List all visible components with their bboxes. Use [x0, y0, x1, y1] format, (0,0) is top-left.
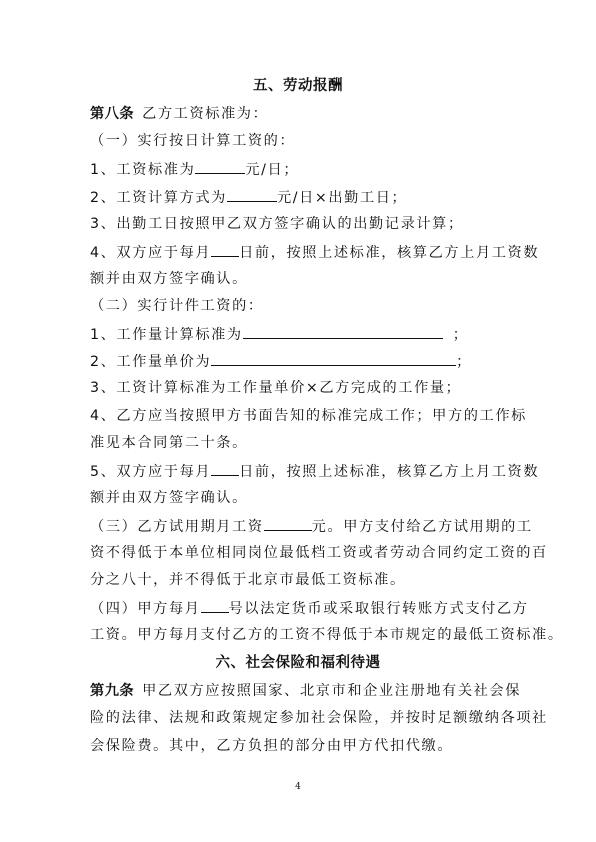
piecework-item-1-text: 1、工作量计算标准为 — [90, 327, 243, 343]
probation-wage-line-2: 资不得低于本单位相同岗位最低档工资或者劳动合同约定工资的百 — [90, 545, 548, 561]
piecework-item-4: 4、乙方应当按照甲方书面告知的标准完成工作；甲方的工作标 — [90, 408, 527, 424]
blank-line — [211, 461, 239, 476]
daily-wage-heading: （一）实行按日计算工资的： — [90, 133, 296, 149]
piecework-item-2 — [90, 351, 596, 372]
blank-line — [264, 516, 312, 531]
daily-wage-item-4-continuation: 额并由双方签字确认。 — [90, 271, 248, 287]
piecework-item-5-text-cont: 日前，按照上述标准，核算乙方上月工资数 — [239, 464, 540, 480]
blank-line — [195, 159, 245, 174]
probation-wage-text-cont: 元。甲方支付给乙方试用期的工 — [311, 519, 533, 535]
piecework-item-5-text: 5、双方应于每月 — [90, 464, 212, 480]
blank-line — [211, 351, 456, 366]
daily-wage-item-4 — [90, 242, 596, 263]
blank-line — [227, 187, 277, 202]
piecework-item-2-text: 2、工作量单价为 — [90, 354, 212, 370]
article-9-label: 第九条 — [90, 683, 135, 699]
daily-wage-item-1-text: 1、工资标准为 — [90, 162, 196, 178]
payment-date-text: （四）甲方每月 — [90, 601, 201, 617]
payment-date-line-2: 工资。甲方每月支付乙方的工资不得低于本市规定的最低工资标准。 — [90, 627, 564, 643]
probation-wage-paragraph — [90, 516, 596, 537]
daily-wage-item-4-text-cont: 日前，按照上述标准，核算乙方上月工资数 — [239, 245, 540, 261]
probation-wage-text: （三）乙方试用期月工资 — [90, 519, 264, 535]
blank-line — [243, 324, 443, 339]
piecework-item-3: 3、工资计算标准为工作量单价×乙方完成的工作量； — [90, 380, 462, 396]
article-9-text: 甲乙双方应按照国家、北京市和企业注册地有关社会保 — [142, 683, 521, 699]
page-number: 4 — [295, 782, 301, 792]
daily-wage-item-1 — [90, 159, 596, 180]
daily-wage-item-3: 3、出勤工日按照甲乙双方签字确认的出勤记录计算； — [90, 216, 464, 232]
article-8 — [90, 104, 596, 124]
daily-wage-item-4-text: 4、双方应于每月 — [90, 245, 212, 261]
section-title-social-insurance: 六、社会保险和福利待遇 — [215, 655, 381, 671]
article-9-line-3: 会保险费。其中，乙方负担的部分由甲方代扣代缴。 — [90, 738, 454, 754]
blank-line — [211, 242, 239, 257]
article-8-label: 第八条 — [90, 106, 135, 122]
article-8-text: 乙方工资标准为： — [142, 106, 269, 122]
piecework-heading: （二）实行计件工资的： — [90, 298, 264, 314]
piecework-item-1-end: ； — [452, 327, 469, 343]
piecework-item-1 — [90, 324, 596, 345]
article-9-line-2: 险的法律、法规和政策规定参加社会保险，并按时足额缴纳各项社 — [90, 710, 548, 726]
piecework-item-5-continuation: 额并由双方签字确认。 — [90, 490, 248, 506]
blank-line — [201, 598, 229, 613]
payment-date-paragraph — [90, 598, 596, 619]
daily-wage-item-2-formula: 元/日×出勤工日； — [276, 190, 408, 206]
daily-wage-item-1-unit: 元/日； — [245, 162, 300, 178]
piecework-item-5 — [90, 461, 596, 482]
article-9 — [90, 681, 596, 701]
piecework-item-4-continuation: 准见本合同第二十条。 — [90, 435, 248, 451]
daily-wage-item-2-text: 2、工资计算方式为 — [90, 190, 227, 206]
payment-date-text-cont: 号以法定货币或采取银行转账方式支付乙方 — [228, 601, 529, 617]
probation-wage-line-3: 分之八十，并不得低于北京市最低工资标准。 — [90, 572, 406, 588]
piecework-item-2-end: ； — [456, 354, 472, 370]
section-title-labor-remuneration: 五、劳动报酬 — [253, 78, 343, 94]
daily-wage-item-2 — [90, 187, 596, 208]
